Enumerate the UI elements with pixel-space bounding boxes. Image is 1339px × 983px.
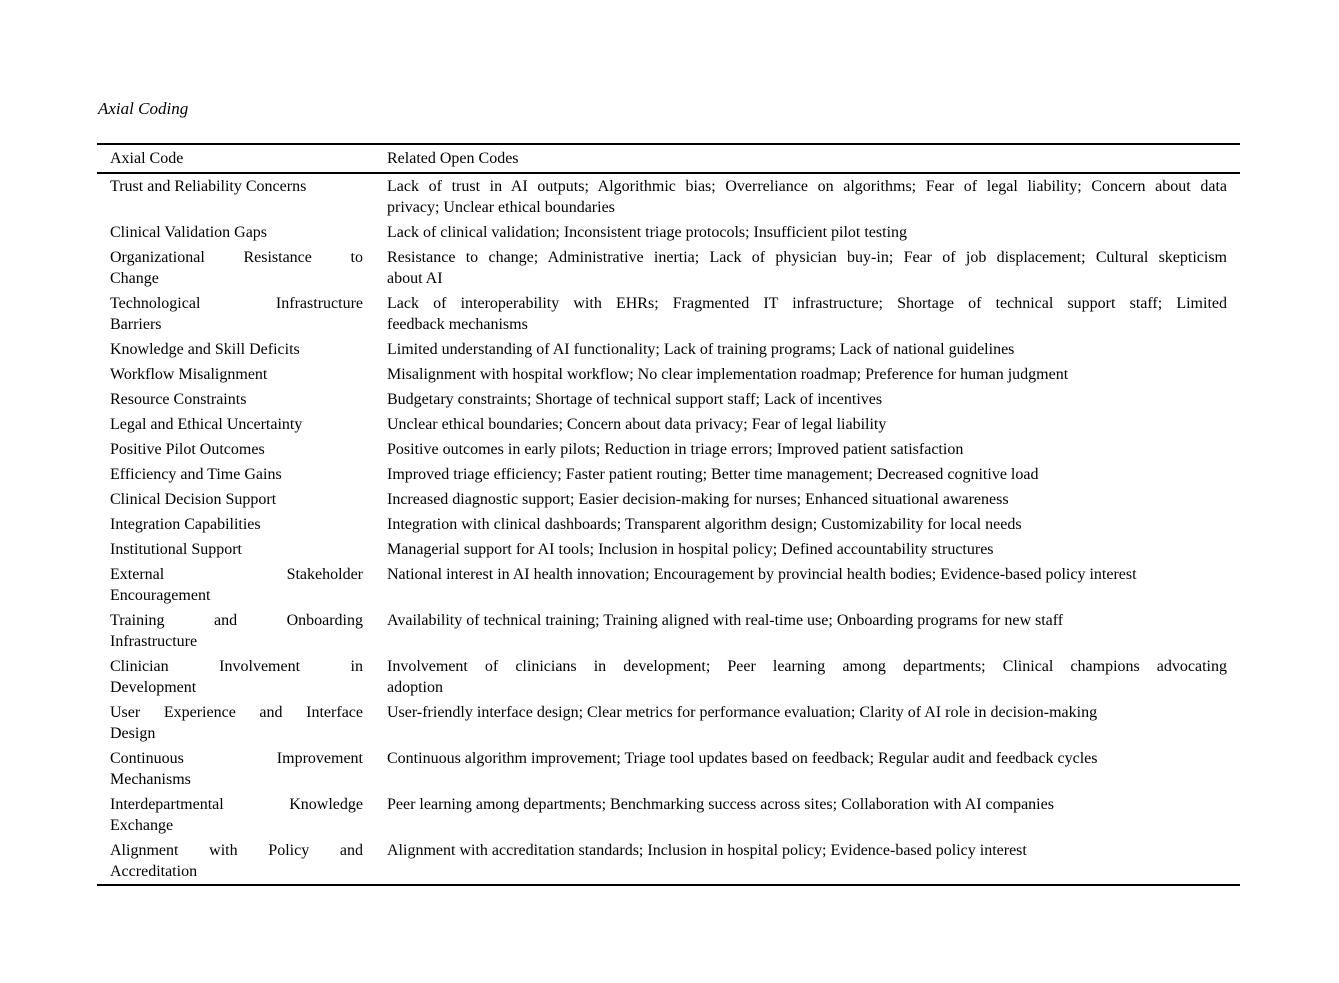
open-codes-cell [374,412,1240,437]
text-line: Peer learning among departments; Benchmarking success across sites; Collaboration with AI companies [387,796,1054,813]
text-line: Lack of clinical validation; Inconsistent triage protocols; Insufficient pilot testing [387,224,908,241]
column-header-axial-code: Axial Code [97,144,374,173]
table-row [97,746,1240,792]
table-row [97,437,1240,462]
text-line: Design [110,725,156,742]
text-line: Workflow Misalignment [110,366,268,383]
open-codes-cell [374,291,1240,337]
open-codes-cell [374,437,1240,462]
table-row [97,562,1240,608]
text-line: Barriers [110,316,162,333]
table-row [97,700,1240,746]
text-line: Integration with clinical dashboards; Transparent algorithm design; Customizability for local needs [387,516,1022,533]
axial-code-cell [97,608,374,654]
axial-code-cell [97,512,374,537]
text-line: Budgetary constraints; Shortage of technical support staff; Lack of incentives [387,391,883,408]
text-line: Technological Infrastructure [110,295,363,312]
open-codes-cell [374,838,1240,885]
text-line: Knowledge and Skill Deficits [110,341,300,358]
axial-code-cell [97,245,374,291]
text-line: Integration Capabilities [110,516,261,533]
page-title: Axial Coding [98,99,189,118]
open-codes-cell [374,537,1240,562]
table-row [97,512,1240,537]
axial-code-cell [97,746,374,792]
text-line: about AI [387,270,443,287]
axial-code-cell [97,487,374,512]
axial-code-cell [97,700,374,746]
text-line: Continuous Improvement [110,750,363,767]
text-line: Resistance to change; Administrative inertia; Lack of physician buy-in; Fear of job displacement; Cultural skepticism [387,249,1227,266]
axial-code-cell [97,362,374,387]
open-codes-cell [374,245,1240,291]
text-line: Interdepartmental Knowledge [110,796,363,813]
axial-code-cell [97,412,374,437]
table-row [97,654,1240,700]
axial-code-cell [97,387,374,412]
axial-code-cell [97,173,374,220]
axial-code-cell [97,654,374,700]
table-row [97,608,1240,654]
text-line: Mechanisms [110,771,191,788]
open-codes-cell [374,654,1240,700]
text-line: Institutional Support [110,541,242,558]
axial-code-cell [97,838,374,885]
axial-code-cell [97,562,374,608]
text-line: Development [110,679,197,696]
text-line: User-friendly interface design; Clear metrics for performance evaluation; Clarity of AI role in decision-making [387,704,1098,721]
text-line: Resource Constraints [110,391,247,408]
table-row [97,173,1240,220]
text-line: Infrastructure [110,633,198,650]
table-row [97,462,1240,487]
table-row [97,838,1240,885]
open-codes-cell [374,512,1240,537]
text-line: Unclear ethical boundaries; Concern about data privacy; Fear of legal liability [387,416,887,433]
text-line: Lack of interoperability with EHRs; Fragmented IT infrastructure; Shortage of technical support staff; Limited [387,295,1227,312]
text-line: adoption [387,679,443,696]
text-line: privacy; Unclear ethical boundaries [387,199,615,216]
text-line: Legal and Ethical Uncertainty [110,416,303,433]
axial-code-cell [97,537,374,562]
text-line: Availability of technical training; Training aligned with real-time use; Onboarding programs for new staff [387,612,1064,629]
table-row [97,245,1240,291]
table-header-row [97,144,1240,173]
text-line: Clinical Validation Gaps [110,224,268,241]
table-row [97,387,1240,412]
table-row [97,412,1240,437]
text-line: Efficiency and Time Gains [110,466,282,483]
table-row [97,792,1240,838]
table-row [97,337,1240,362]
open-codes-cell [374,387,1240,412]
open-codes-cell [374,700,1240,746]
open-codes-cell [374,608,1240,654]
text-line: Exchange [110,817,174,834]
column-header-related-open-codes: Related Open Codes [374,144,1240,173]
text-line: Accreditation [110,863,198,880]
open-codes-cell [374,220,1240,245]
axial-code-cell [97,792,374,838]
open-codes-cell [374,487,1240,512]
text-line: Managerial support for AI tools; Inclusion in hospital policy; Defined accountability structures [387,541,994,558]
open-codes-cell [374,173,1240,220]
text-line: Clinical Decision Support [110,491,277,508]
text-line: Limited understanding of AI functionality; Lack of training programs; Lack of national guidelines [387,341,1015,358]
text-line: Misalignment with hospital workflow; No clear implementation roadmap; Preference for human judgment [387,366,1069,383]
open-codes-cell [374,562,1240,608]
text-line: Alignment with accreditation standards; Inclusion in hospital policy; Evidence-based policy interest [387,842,1027,859]
text-line: Positive outcomes in early pilots; Reduction in triage errors; Improved patient satisfaction [387,441,964,458]
open-codes-cell [374,746,1240,792]
open-codes-cell [374,792,1240,838]
text-line: Alignment with Policy and [110,842,363,859]
axial-code-cell [97,337,374,362]
axial-code-cell [97,462,374,487]
text-line: Change [110,270,159,287]
open-codes-cell [374,462,1240,487]
text-line: Positive Pilot Outcomes [110,441,265,458]
text-line: Improved triage efficiency; Faster patient routing; Better time management; Decreased cognitive load [387,466,1039,483]
table-row [97,537,1240,562]
table-row [97,220,1240,245]
axial-coding-table-container [97,143,1240,886]
axial-code-cell [97,437,374,462]
text-line: Organizational Resistance to [110,249,363,266]
axial-code-cell [97,220,374,245]
text-line: Involvement of clinicians in development; Peer learning among departments; Clinical champions advocating [387,658,1227,675]
text-line: External Stakeholder [110,566,363,583]
text-line: Training and Onboarding [110,612,363,629]
text-line: Continuous algorithm improvement; Triage tool updates based on feedback; Regular audit and feedback cycles [387,750,1098,767]
table-body [97,173,1240,885]
text-line: Trust and Reliability Concerns [110,178,307,195]
open-codes-cell [374,337,1240,362]
text-line: Encouragement [110,587,211,604]
axial-code-cell [97,291,374,337]
table-row [97,362,1240,387]
text-line: National interest in AI health innovation; Encouragement by provincial health bodies; Evidence-based policy interest [387,566,1137,583]
axial-coding-table [97,143,1240,886]
text-line: Lack of trust in AI outputs; Algorithmic bias; Overreliance on algorithms; Fear of legal liability; Concern about data [387,178,1227,195]
table-row [97,487,1240,512]
open-codes-cell [374,362,1240,387]
text-line: Increased diagnostic support; Easier decision-making for nurses; Enhanced situational awareness [387,491,1009,508]
table-header [97,144,1240,173]
text-line: feedback mechanisms [387,316,528,333]
text-line: User Experience and Interface [110,704,363,721]
table-row [97,291,1240,337]
text-line: Clinician Involvement in [110,658,363,675]
